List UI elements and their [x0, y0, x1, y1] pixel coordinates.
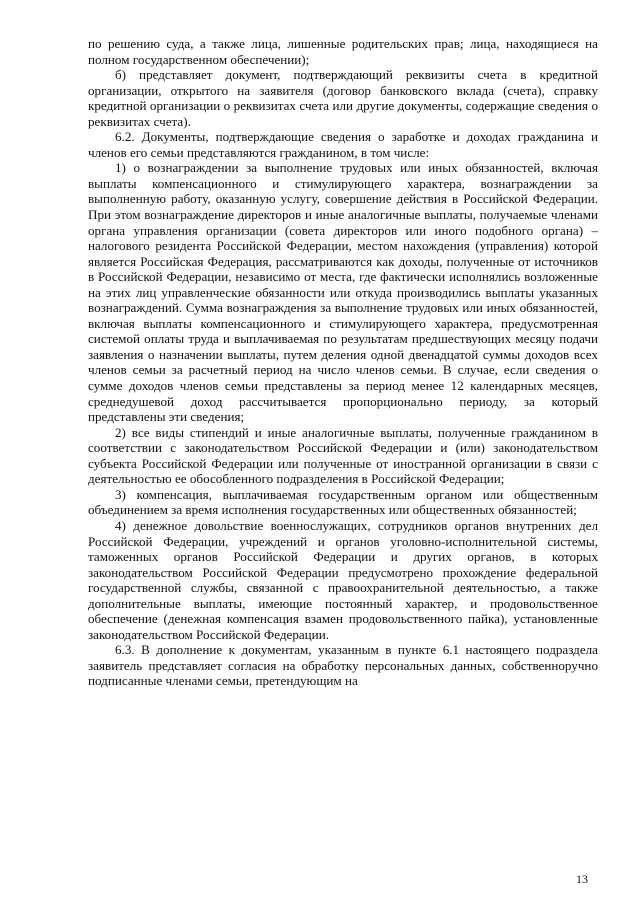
paragraph-6-2-item-3: 3) компенсация, выплачиваемая государственным органом или общественным объединением за время исполнения государственных или общественных обязанностей;	[88, 486, 598, 518]
paragraph-6-3: 6.3. В дополнение к документам, указанным в пункте 6.1 настоящего подраздела заявитель представляет согласия на обработку персональных данных, собственноручно подписанные членами семьи, претендующим на	[88, 642, 598, 689]
paragraph-6-1-b: б) представляет документ, подтверждающий реквизиты счета в кредитной организации, открытого на заявителя (договор банковского вклада (счета), справку кредитной организации о реквизитах счета или другие документы, содержащие сведения о реквизитах счета).	[88, 67, 598, 129]
paragraph-continuation: по решению суда, а также лица, лишенные родительских прав; лица, находящиеся на полном государственном обеспечении);	[88, 36, 598, 67]
paragraph-6-2: 6.2. Документы, подтверждающие сведения о заработке и доходах гражданина и членов его семьи представляются гражданином, в том числе:	[88, 129, 598, 160]
paragraph-6-2-item-4: 4) денежное довольствие военнослужащих, сотрудников органов внутренних дел Российской Федерации, учреждений и органов уголовно-исполнительной системы, таможенных органов Российской Федерации и других органов, в которых законодательством Российской Федерации предусмотрено прохождение федеральной государственной службы, связанной с правоохранительной деятельностью, а также дополнительные выплаты, имеющие постоянный характер, и продовольственное обеспечение (денежная компенсация взамен продовольственного пайка), установленные законодательством Российской Федерации.	[88, 517, 598, 642]
paragraph-6-2-item-1: 1) о вознаграждении за выполнение трудовых или иных обязанностей, включая выплаты компенсационного и стимулирующего характера, вознаграждении за выполненную работу, оказанную услугу, совершение действия в Российской Федерации. При этом вознаграждение директоров и иные аналогичные выплаты, получаемые членами органа управления организации (совета директоров или иного подобного органа) – налогового резидента Российской Федерации, местом нахождения (управления) которой является Российская Федерация, рассматриваются как доходы, полученные от источников в Российской Федерации, независимо от места, где фактически исполнялись возложенные на этих лиц управленческие обязанности или откуда производились выплаты указанных вознаграждений. Сумма вознаграждения за выполнение трудовых или иных обязанностей, включая выплаты компенсационного и стимулирующего характера, предусмотренная системой оплаты труда и выплачиваемая по результатам предшествующих месяцу подачи заявления о назначении выплаты, путем деления одной двенадцатой суммы доходов всех членов семьи за расчетный период на число членов семьи. В случае, если сведения о сумме доходов членов семьи представлены за период менее 12 календарных месяцев, среднедушевой доход рассчитывается пропорционально периоду, за который представлены эти сведения;	[88, 160, 598, 425]
paragraph-6-2-item-2: 2) все виды стипендий и иные аналогичные выплаты, полученные гражданином в соответствии с законодательством Российской Федерации и (или) законодательством субъекта Российской Федерации или полученные от иностранной организации в связи с деятельностью ее обособленного подразделения в Российской Федерации;	[88, 424, 598, 487]
page-number: 13	[576, 872, 588, 886]
document-body	[88, 36, 598, 689]
